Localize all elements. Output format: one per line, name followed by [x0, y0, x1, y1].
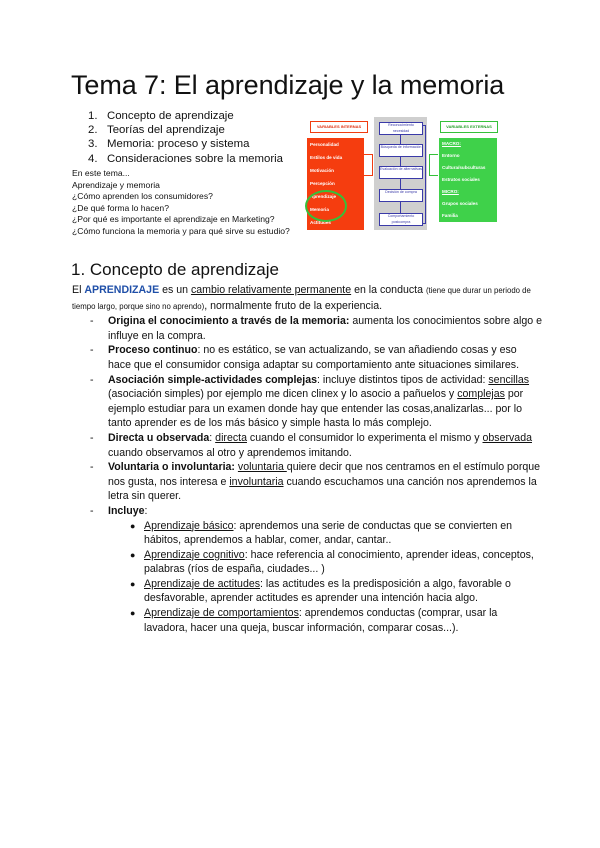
dash-marker: - — [90, 461, 94, 474]
dash-marker: - — [90, 504, 94, 517]
item-text: : aprendemos conductas (comprar, usar la lavadora, hacer una queja, buscar información, comparar cosas...). — [144, 607, 498, 634]
item-text: (asociación simples) por ejemplo me dicen clinex y lo asocio a pañuelos y — [108, 388, 458, 401]
list-item — [72, 343, 542, 372]
section-heading: 1. Concepto de aprendizaje — [71, 260, 279, 279]
toc-number: 2. — [88, 124, 98, 137]
bullet-icon: ● — [130, 608, 136, 619]
text: , normalmente fruto de la experiencia. — [204, 299, 383, 312]
intro-line: ¿Cómo aprenden los consumidores? — [72, 191, 213, 202]
internal-bracket — [364, 154, 373, 176]
toc-item — [88, 137, 283, 151]
underlined-text: Aprendizaje de comportamientos — [144, 607, 299, 620]
toc-label: Memoria: proceso y sistema — [107, 138, 250, 151]
external-variable-group: MICRO: — [442, 189, 459, 194]
underlined-text: Aprendizaje cognitivo — [144, 548, 245, 561]
bullet-item — [108, 577, 542, 606]
item-title: Directa u observada — [108, 431, 210, 444]
item-title: Voluntaria o involuntaria: — [108, 461, 235, 474]
toc-number: 1. — [88, 110, 98, 122]
toc-item — [88, 123, 283, 137]
list-item — [72, 460, 542, 504]
intro-line: Aprendizaje y memoria — [72, 179, 160, 190]
intro-line: ¿De qué forma lo hacen? — [72, 202, 169, 213]
internal-variable: Motivación — [310, 168, 334, 173]
list-item — [72, 373, 542, 431]
toc-label: Teorías del aprendizaje — [107, 124, 225, 137]
list-item — [72, 314, 542, 343]
list-item — [72, 431, 542, 460]
underlined-text: involuntaria — [229, 475, 284, 488]
consumer-behavior-diagram — [306, 114, 526, 232]
bullet-item — [108, 548, 542, 577]
item-text: cuando escuchamos una canción nos aprendemos la letra sin querer. — [108, 475, 537, 503]
table-of-contents — [88, 109, 283, 166]
keyword: APRENDIZAJE — [84, 284, 160, 296]
internal-variable: Percepción — [310, 181, 335, 186]
item-title: Asociación simple-actividades complejas — [108, 373, 318, 386]
external-bracket — [429, 154, 438, 176]
item-text: cuando observamos al otro y aprendemos imitando. — [108, 446, 352, 459]
bullet-item — [108, 519, 542, 548]
external-variable-group: MACRO: — [442, 141, 461, 146]
underlined-text: Aprendizaje de actitudes — [144, 577, 261, 590]
highlight-circle — [305, 190, 347, 222]
item-text: por ejemplo estudiar para un examen donde hay que entender las cosas,analizarlas... por lo tanto aprender es de los más básico y simple hasta lo más complejo. — [108, 388, 524, 430]
internal-variables-header: VARIABLES INTERNAS — [310, 121, 368, 133]
item-text: aumenta los conocimientos sobre algo e influye en la compra. — [108, 315, 542, 342]
external-variable: Grupos sociales — [442, 201, 478, 206]
underlined-text: directa — [215, 431, 247, 444]
intro-line: ¿Cómo funciona la memoria y para qué sirve su estudio? — [72, 225, 290, 236]
bullet-item — [108, 606, 542, 635]
toc-item — [88, 109, 283, 123]
internal-variable: Aprendizaje — [310, 194, 337, 199]
dash-marker: - — [90, 344, 94, 357]
external-variable: Familia — [442, 213, 458, 218]
process-step: Reconocimiento necesidad — [379, 122, 423, 135]
process-step: Evaluación de alternativas — [379, 166, 423, 179]
intro-line: ¿Por qué es importante el aprendizaje en Marketing? — [72, 214, 275, 225]
intro-questions — [72, 168, 290, 238]
item-text: : — [144, 504, 148, 517]
item-text: : — [209, 431, 216, 444]
item-text: : aprendemos una serie de conductas que se convierten en hábitos, aprendemos a hablar, comer, andar, cantar.. — [144, 519, 513, 547]
process-step: Búsqueda de información — [379, 144, 423, 157]
list-item — [72, 504, 542, 635]
underlined-text: observada — [482, 431, 532, 444]
external-variable: Estratos sociales — [442, 177, 480, 182]
process-step: Comportamiento postcompra — [379, 213, 423, 226]
toc-label: Consideraciones sobre la memoria — [107, 152, 284, 165]
internal-variable: Estilos de vida — [310, 155, 343, 160]
bullet-icon: ● — [130, 520, 136, 531]
dash-marker: - — [90, 315, 94, 328]
item-title: Origina el conocimiento a través de la memoria: — [108, 315, 350, 328]
external-variable: Entorno — [442, 153, 460, 158]
page-title: Tema 7: El aprendizaje y la memoria — [71, 70, 505, 100]
item-title: Incluye — [108, 504, 145, 517]
underlined-text: voluntaria — [237, 461, 287, 474]
process-step: Decisión de compra — [379, 189, 423, 202]
underlined-text: cambio relativamente permanente — [190, 284, 352, 296]
dash-marker: - — [90, 431, 94, 444]
section-body — [72, 283, 542, 635]
text: El — [72, 284, 85, 296]
internal-variable: Personalidad — [310, 142, 339, 147]
underlined-text: sencillas — [488, 373, 530, 386]
small-note: (tiene que durar un periodo de tiempo largo, porque sino no aprendo) — [72, 286, 531, 311]
item-text: : las actitudes es la predisposición a algo, favorable o desfavorable, aprender actitudes es aprender una intención hacia algo. — [144, 577, 511, 605]
item-text: : hace referencia al conocimiento, aprender ideas, conceptos, palabras (ríos de españa, ciudades... ) — [144, 548, 534, 576]
toc-number: 4. — [88, 152, 98, 165]
item-text: : no es estático, se van actualizando, se van añadiendo cosas y eso hace que el consumidor consiga adaptar su comportamiento ante situaciones similares. — [108, 344, 520, 371]
dash-marker: - — [90, 373, 94, 386]
underlined-text: complejas — [457, 388, 505, 401]
internal-variable: Actitudes — [310, 220, 331, 225]
underlined-text: Aprendizaje básico — [144, 519, 234, 532]
item-text: quiere decir que nos centramos en el estímulo porque nos gusta, nos interesa e — [108, 461, 541, 488]
bullet-icon: ● — [130, 578, 136, 589]
item-text: cuando el consumidor lo experimenta el mismo y — [246, 431, 483, 444]
internal-variable: Memoria — [310, 207, 329, 212]
external-variables-box — [439, 138, 497, 222]
characteristics-list — [72, 314, 542, 635]
external-variables-header: VARIABLES EXTERNAS — [440, 121, 498, 133]
toc-label: Concepto de aprendizaje — [107, 110, 234, 122]
item-text: : incluye distintos tipos de actividad: — [317, 373, 489, 386]
text: es un — [159, 284, 191, 296]
toc-item — [88, 152, 283, 166]
external-variable: Cultura/subculturas — [442, 165, 486, 170]
toc-number: 3. — [88, 138, 98, 151]
purchase-process-column — [374, 117, 427, 230]
includes-list — [72, 519, 542, 636]
definition-paragraph — [72, 283, 542, 314]
text: en la conducta — [351, 284, 426, 296]
item-title: Proceso continuo — [108, 344, 198, 357]
intro-line: En este tema... — [72, 168, 130, 178]
bullet-icon: ● — [130, 549, 136, 560]
